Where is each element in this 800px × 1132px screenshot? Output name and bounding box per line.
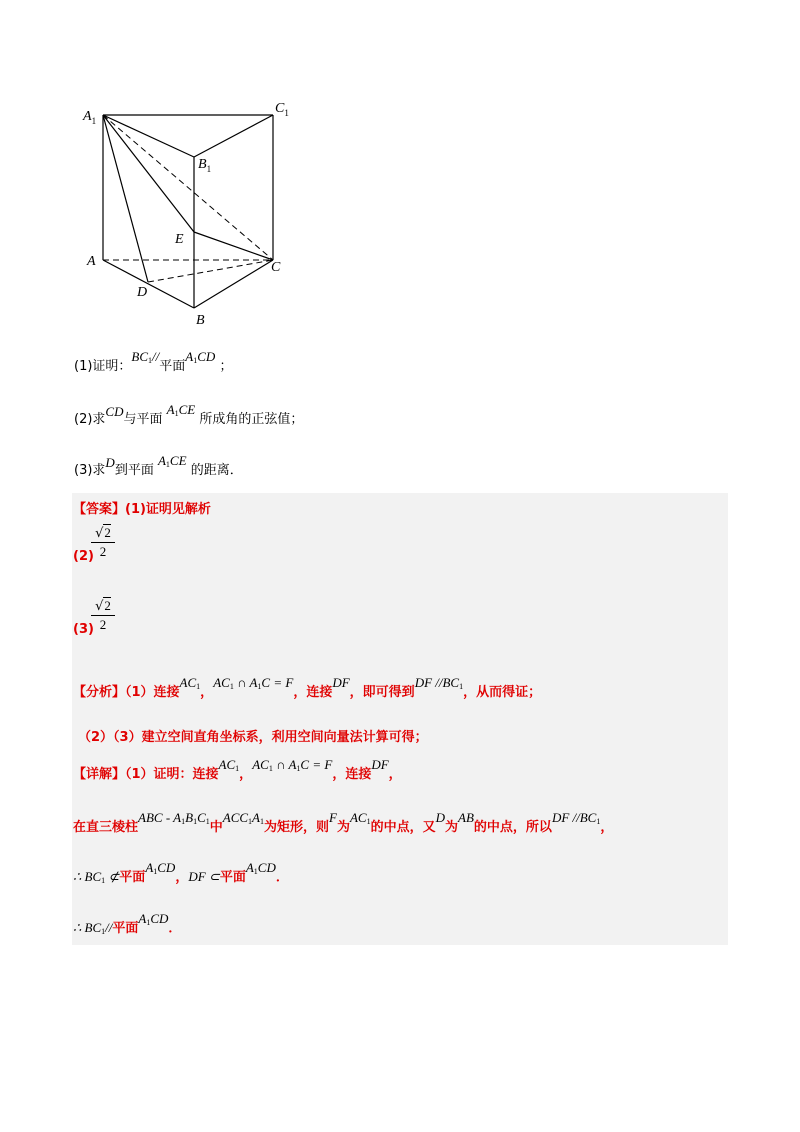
analysis-line-1: 【分析】（1）连接$AC_1$，$AC_1$ ∩ $A_1C = F$，连接DF，即可得到DF $//BC_1$，从而得证； (73, 675, 542, 700)
label-B1: $B_1$ (198, 157, 212, 174)
detail-line-4: ∴ $BC_1//$平面$A_1CD$． (73, 911, 182, 936)
detail-line-2: 在直三棱柱ABC - $A_1B_1C_1$中$ACC_1A_1$为矩形，则F为$AC_1$的中点，又D为AB的中点，所以DF $//BC_1$， (73, 810, 614, 835)
detail-line-3: ∴ $BC_1$ ⊄平面$A_1CD$，DF ⊂平面$A_1CD$． (73, 860, 289, 885)
answer-3-label: (3) (73, 622, 94, 637)
label-C: C (271, 260, 281, 275)
answer-heading: 【答案】(1)证明见解析 (73, 502, 211, 517)
label-D: D (137, 285, 148, 300)
answer-2-fraction: √2 2 (91, 525, 115, 560)
analysis-line-2: （2）（3）建立空间直角坐标系，利用空间向量法计算可得； (78, 730, 428, 745)
answer-3-fraction: √2 2 (91, 598, 115, 633)
label-B: B (196, 313, 205, 328)
question-1: (1)证明：$BC_1//$平面$A_1CD$ ； (74, 349, 233, 374)
label-A: A (87, 254, 96, 269)
question-2: (2)求CD与平面 $A_1CE$ 所成角的正弦值； (74, 402, 304, 427)
question-3: (3)求D到平面 $A_1CE$ 的距离． (74, 453, 243, 478)
detail-line-1: 【详解】（1）证明：连接$AC_1$，$AC_1$ ∩ $A_1C = F$，连接DF， (73, 757, 402, 782)
label-A1: $A_1$ (83, 109, 97, 126)
label-E: E (175, 232, 184, 247)
label-C1: $C_1$ (275, 101, 289, 118)
prism-diagram (78, 95, 303, 335)
prism-figure (78, 95, 303, 335)
answer-2-label: (2) (73, 549, 94, 564)
